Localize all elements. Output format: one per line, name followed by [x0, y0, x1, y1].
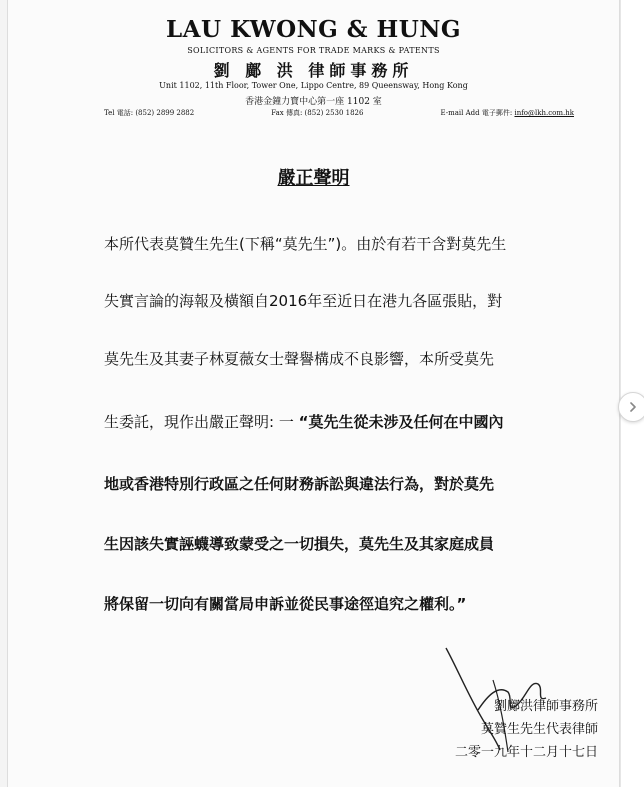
contact-row	[104, 108, 574, 118]
statement-line-emphasis: “莫先生從未涉及任何在中國內	[298, 413, 504, 431]
email-block	[441, 108, 574, 118]
firm-name-chinese: 劉 鄺 洪 律師事務所	[213, 61, 414, 80]
fax: Fax 傳真: (852) 2530 1826	[271, 109, 364, 117]
signoff-date: 二零一九年十二月十七日	[454, 745, 598, 760]
statement-line: 本所代表莫贊生先生(下稱“莫先生”)。由於有若干含對莫先生	[104, 235, 507, 253]
statement-line: 莫先生及其妻子林夏薇女士聲譽構成不良影響，本所受莫先	[104, 350, 495, 368]
signoff-role: 莫贊生先生代表律師	[480, 722, 598, 737]
email-label: E-mail Add 電子郵件:	[440, 109, 513, 117]
statement-title: 嚴正聲明	[277, 168, 350, 189]
chevron-right-icon	[627, 401, 639, 413]
telephone: Tel 電話: (852) 2899 2882	[104, 109, 195, 117]
statement-line: 失實言論的海報及橫額自2016年至近日在港九各區張貼，對	[104, 292, 503, 310]
email-link[interactable]: info@lkh.com.hk	[514, 109, 574, 117]
statement-line: 生因該失實誣蠛導致蒙受之一切損失，莫先生及其家庭成員	[104, 535, 495, 553]
firm-tagline: SOLICITORS & AGENTS FOR TRADE MARKS & PATENTS	[187, 46, 440, 55]
document-page	[7, 0, 620, 787]
statement-line: 地或香港特別行政區之任何財務訴訟與違法行為，對於莫先	[104, 475, 495, 493]
signoff-firm: 劉鄺洪律師事務所	[493, 699, 598, 714]
statement-line	[104, 411, 584, 432]
statement-line-prefix: 生委託，現作出嚴正聲明: 一	[104, 413, 299, 431]
statement-line: 將保留一切向有關當局申訴並從民事途徑追究之權利。”	[104, 595, 467, 613]
address-chinese: 香港金鐘力寶中心第一座 1102 室	[245, 97, 382, 107]
firm-name: LAU KWONG & HUNG	[165, 16, 462, 43]
next-page-button[interactable]	[618, 392, 644, 422]
address-english: Unit 1102, 11th Floor, Tower One, Lippo Centre, 89 Queensway, Hong Kong	[159, 81, 468, 90]
